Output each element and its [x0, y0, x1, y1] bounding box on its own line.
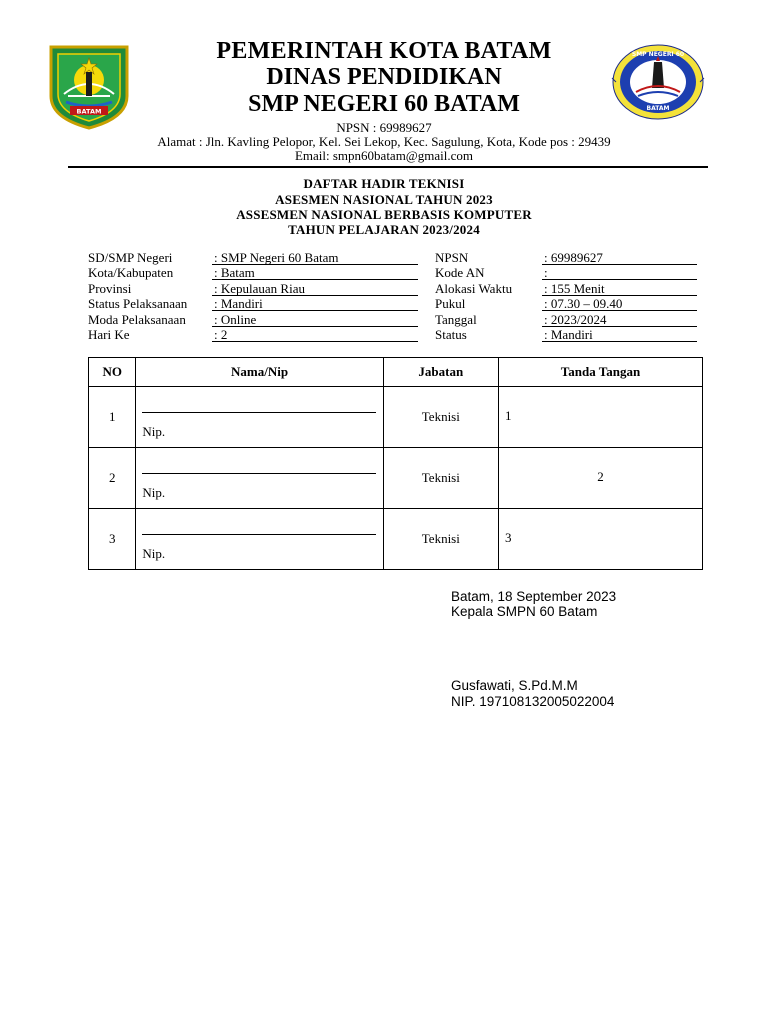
position-cell: Teknisi: [383, 448, 498, 509]
info-label-date: Tanggal: [435, 312, 477, 327]
signature-cell: [498, 448, 702, 509]
header-npsn: NPSN : 69989627: [336, 120, 432, 135]
info-value-day: : 2: [212, 327, 418, 342]
table-row: [89, 509, 703, 570]
left-logo-text: BATAM: [76, 107, 102, 116]
info-value-date: : 2023/2024: [542, 312, 697, 327]
info-value-time-allocation: : 155 Menit: [542, 281, 697, 296]
info-label-province: Provinsi: [88, 281, 132, 296]
info-label-kode-an: Kode AN: [435, 265, 485, 280]
signature-number: 1: [504, 408, 512, 423]
row-number: 1: [89, 387, 136, 448]
signature-number: 2: [597, 469, 604, 484]
nip-label: Nip.: [142, 485, 166, 500]
signature-nip: NIP. 197108132005022004: [451, 694, 615, 709]
header-department: DINAS PENDIDIKAN: [266, 64, 502, 90]
table-header-row: [89, 358, 703, 387]
name-cell: [136, 387, 383, 448]
row-number: 3: [89, 509, 136, 570]
right-logo-bottom-text: BATAM: [646, 105, 670, 112]
info-label-npsn: NPSN: [435, 250, 469, 265]
signature-number: 3: [504, 530, 512, 545]
info-label-status: Status: [435, 327, 467, 342]
nip-label: Nip.: [142, 424, 166, 439]
table-row: [89, 387, 703, 448]
column-header-signature: Tanda Tangan: [498, 358, 702, 387]
info-label-time-allocation: Alokasi Waktu: [435, 281, 513, 296]
info-label-city: Kota/Kabupaten: [88, 265, 174, 280]
position-cell: Teknisi: [383, 387, 498, 448]
row-number: 2: [89, 448, 136, 509]
info-value-province: : Kepulauan Riau: [212, 281, 418, 296]
title-attendance: DAFTAR HADIR TEKNISI: [303, 176, 465, 191]
column-header-name: Nama/Nip: [136, 358, 383, 387]
name-cell: [136, 448, 383, 509]
header-divider: [68, 166, 708, 168]
right-logo-top-text: SMP NEGERI 60: [631, 51, 685, 58]
column-header-no: NO: [89, 358, 136, 387]
attendance-table: [88, 357, 703, 570]
info-label-mode: Moda Pelaksanaan: [88, 312, 186, 327]
info-value-status-pelaksanaan: : Mandiri: [212, 296, 418, 311]
signature-place-date: Batam, 18 September 2023: [451, 589, 617, 604]
table-row: [89, 448, 703, 509]
header-email: Email: smpn60batam@gmail.com: [294, 148, 474, 163]
batam-city-emblem-logo: [48, 44, 130, 130]
signature-name: Gusfawati, S.Pd.M.M: [451, 678, 578, 693]
info-value-status: : Mandiri: [542, 327, 697, 342]
info-label-school: SD/SMP Negeri: [88, 250, 173, 265]
info-label-day: Hari Ke: [88, 327, 130, 342]
name-blank-line: [142, 473, 376, 474]
signature-cell: [498, 387, 702, 448]
position-cell: Teknisi: [383, 509, 498, 570]
title-assessment: ASESMEN NASIONAL TAHUN 2023: [275, 192, 493, 207]
info-value-school: : SMP Negeri 60 Batam: [212, 250, 418, 265]
info-label-time: Pukul: [435, 296, 466, 311]
info-label-status-pelaksanaan: Status Pelaksanaan: [88, 296, 188, 311]
info-value-time: : 07.30 – 09.40: [542, 296, 697, 311]
name-blank-line: [142, 534, 376, 535]
name-blank-line: [142, 412, 376, 413]
school-logo: [610, 42, 706, 122]
info-value-city: : Batam: [212, 265, 418, 280]
info-value-mode: : Online: [212, 312, 418, 327]
info-value-npsn: : 69989627: [542, 250, 697, 265]
header-address: Alamat : Jln. Kavling Pelopor, Kel. Sei Lekop, Kec. Sagulung, Kota, Kode pos : 29439: [157, 134, 611, 149]
title-computer-based: ASSESMEN NASIONAL BERBASIS KOMPUTER: [236, 207, 532, 222]
header-government: PEMERINTAH KOTA BATAM: [216, 38, 552, 64]
signature-position: Kepala SMPN 60 Batam: [451, 604, 598, 619]
signature-cell: [498, 509, 702, 570]
title-school-year: TAHUN PELAJARAN 2023/2024: [288, 222, 480, 237]
name-cell: [136, 509, 383, 570]
column-header-position: Jabatan: [383, 358, 498, 387]
header-school: SMP NEGERI 60 BATAM: [248, 91, 520, 117]
info-value-kode-an: :: [542, 265, 697, 280]
nip-label: Nip.: [142, 546, 166, 561]
